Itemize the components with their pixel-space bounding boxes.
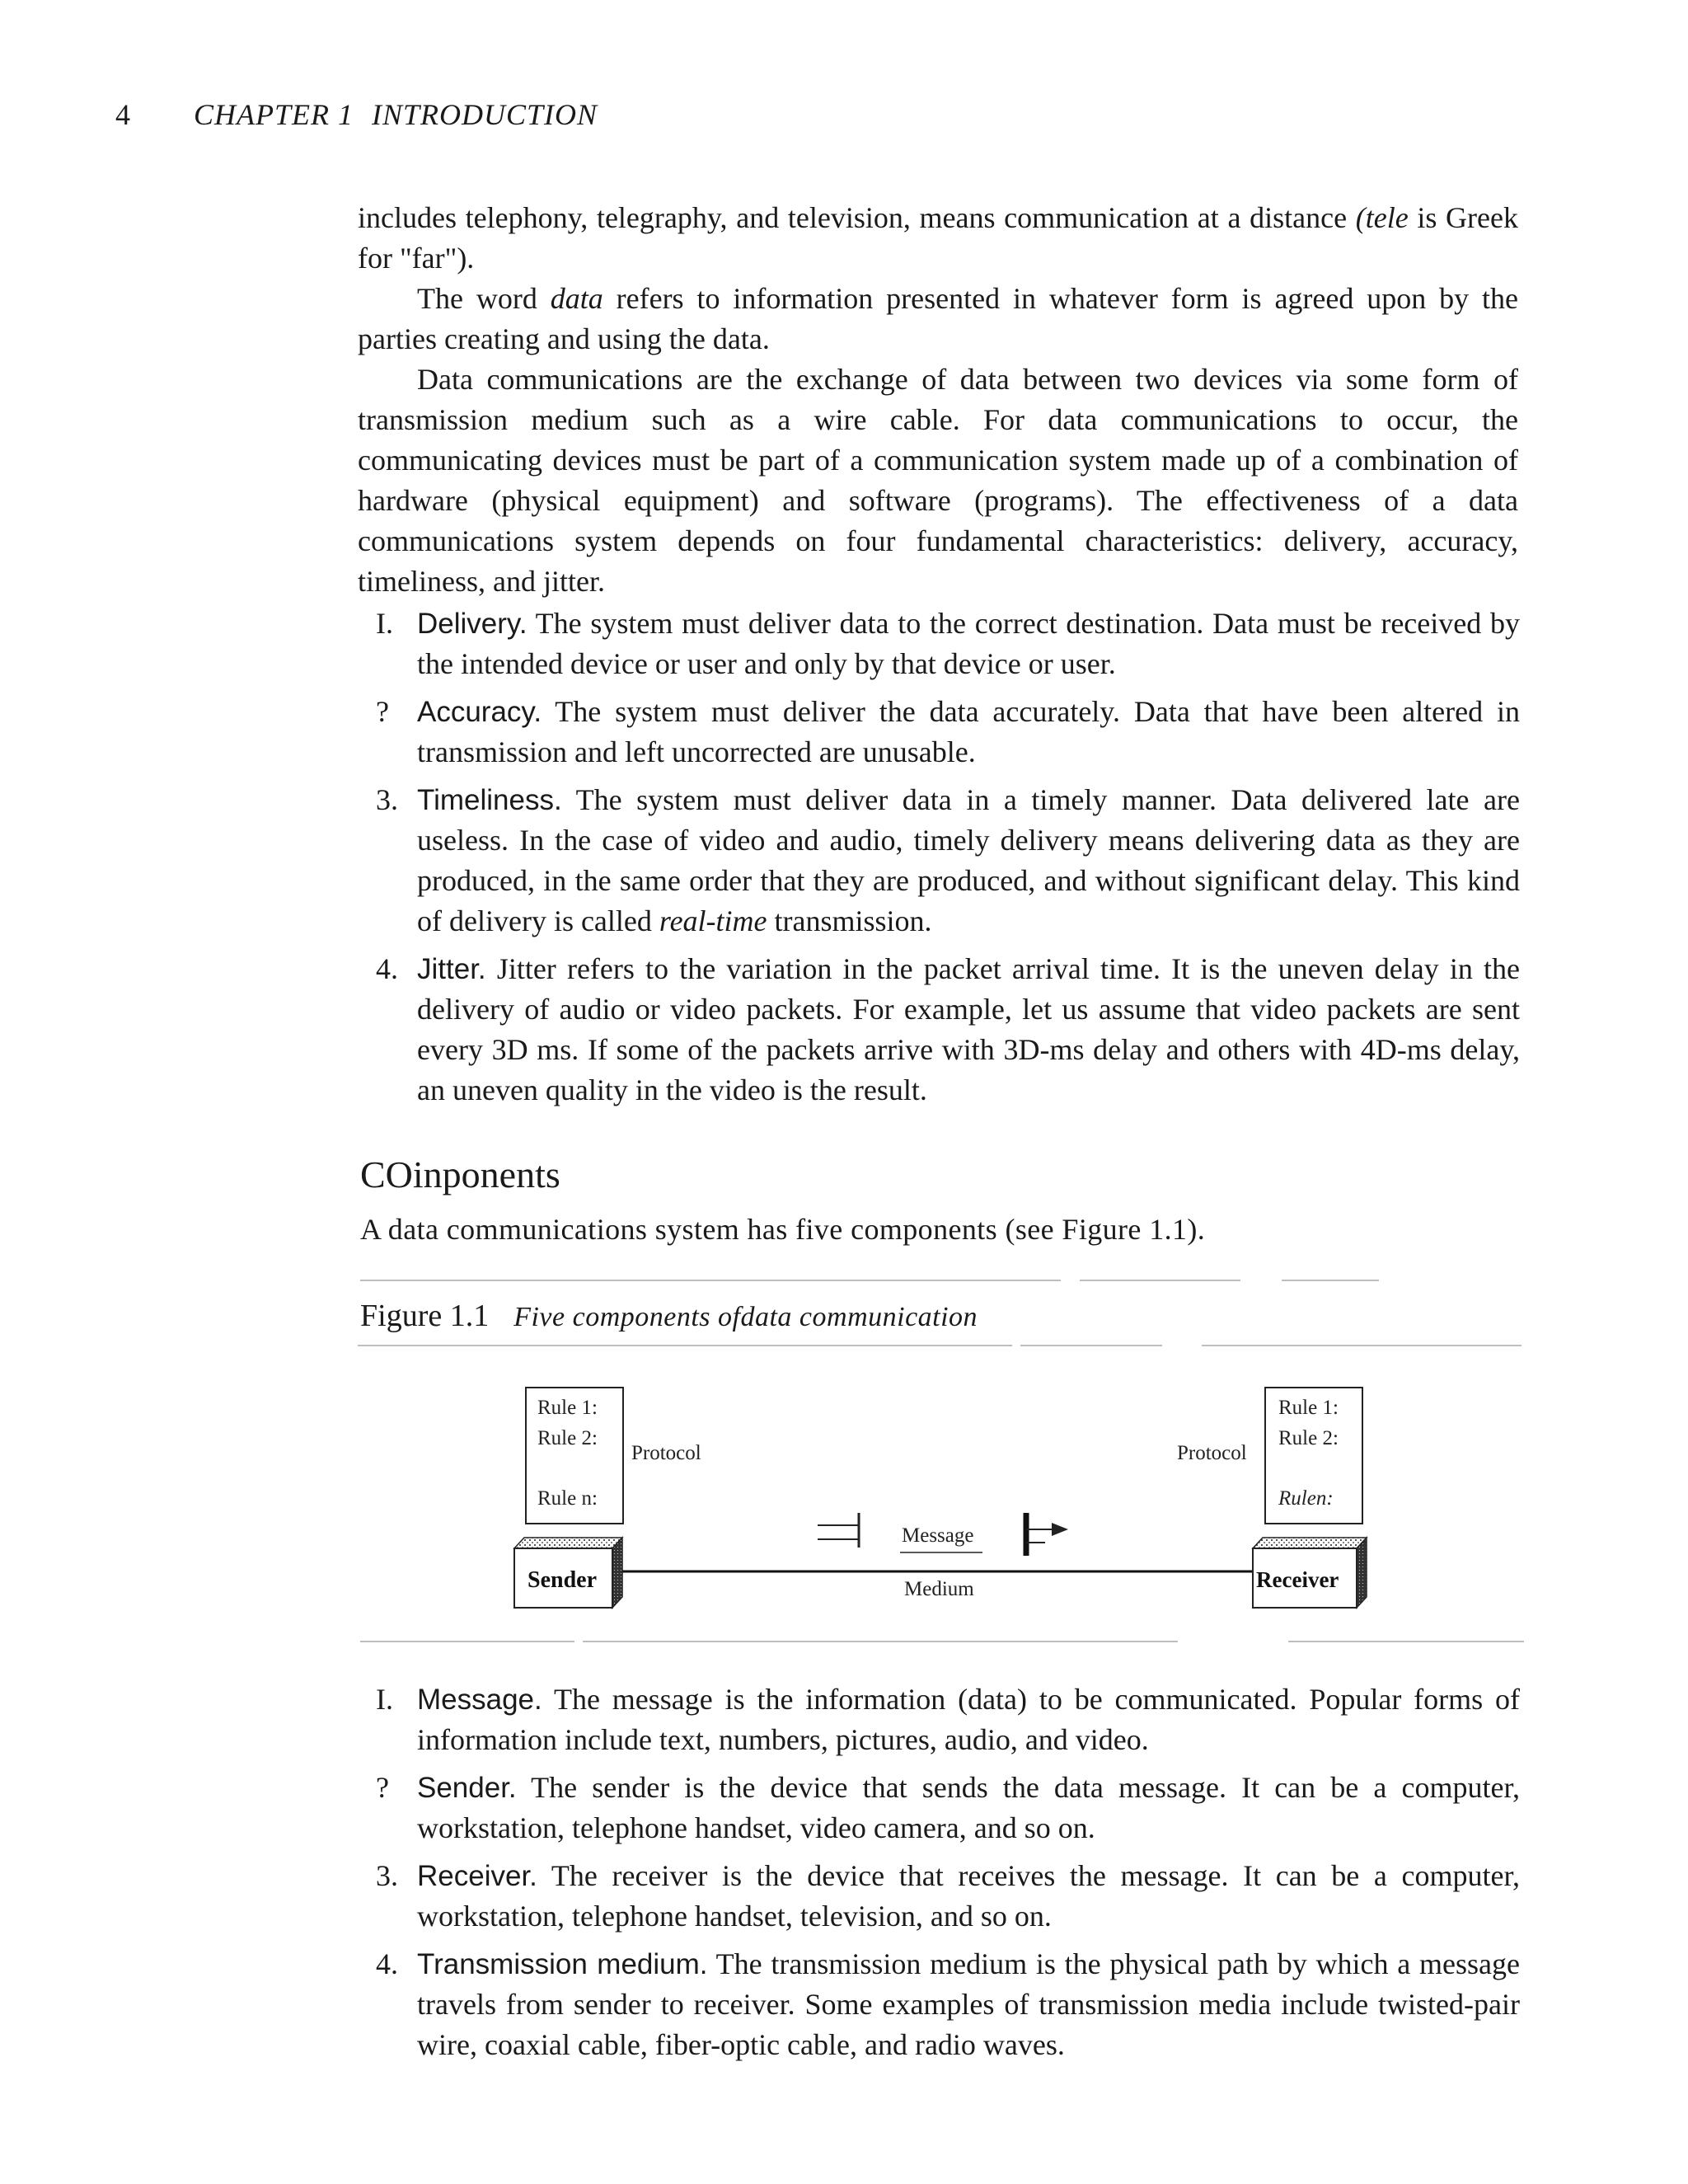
message-label: Message — [902, 1524, 974, 1547]
characteristics-list — [358, 604, 1520, 1118]
receiver-protocol-rules — [1265, 1388, 1362, 1524]
figure-rule — [1020, 1345, 1162, 1346]
sender-label: Sender — [528, 1567, 597, 1593]
protocol-label-left: Protocol — [631, 1442, 701, 1464]
figure-rule — [1202, 1345, 1522, 1346]
sender-protocol-rules — [526, 1388, 623, 1524]
medium-label: Medium — [904, 1578, 974, 1600]
list-item: 3. Timeliness. The system must deliver data in a timely manner. Data delivered late are useless. In the case of video and audio, timely delivery means delivering data as they are produced, in the same order that they are produced, and without significant delay. This kind of delivery is called real-time transmission. — [376, 783, 1520, 937]
list-item: 4. Jitter. Jitter refers to the variation in the packet arrival time. It is the uneven delay in the delivery of audio or video packets. For example, let us assume that video packets are sent every 3D ms. If some of the packets arrive with 3D-ms delay and others with 4D-ms delay, an uneven quality in the video is the result. — [376, 952, 1521, 1106]
figure-diagram — [495, 1381, 1401, 1628]
figure-caption — [360, 1298, 978, 1334]
intro-paragraph-3: Data communications are the exchange of data between two devices via some form of transmission medium such as a wire cable. For data communications to occur, the communicating devices must be part of a communication system made up of a combination of hardware (physical equipment) and software (programs). The effectiveness of a data communications system depends on four fundamental characteristics: delivery, accuracy, timeliness, and jitter. — [358, 363, 1518, 598]
chapter-label: CHAPTER 1 — [194, 98, 354, 131]
protocol-label-right: Protocol — [1177, 1442, 1247, 1464]
sender-rule-n: Rule n: — [537, 1487, 598, 1510]
list-item: ? Accuracy. The system must deliver the data accurately. Data that have been altered in transmission and left uncorrected are unusable. — [376, 695, 1520, 768]
figure-rule — [358, 1345, 1012, 1346]
sender-rule-1: Rule 1: — [537, 1397, 598, 1419]
figure-rule — [1288, 1641, 1524, 1642]
receiver-rule-1: Rule 1: — [1278, 1397, 1339, 1419]
sender-device-icon — [514, 1538, 622, 1608]
running-head — [115, 97, 598, 132]
figure-rule — [1080, 1280, 1240, 1281]
figure-label: Figure 1.1 — [360, 1299, 490, 1333]
receiver-rule-n: Rulen: — [1278, 1487, 1334, 1510]
receiver-label: Receiver — [1256, 1567, 1339, 1592]
section-intro: A data communications system has five components (see Figure 1.1). — [360, 1213, 1206, 1246]
list-item: ? Sender. The sender is the device that sends the data message. It can be a computer, workstation, telephone handset, video camera, and so on. — [376, 1771, 1520, 1844]
sender-rule-2: Rule 2: — [537, 1427, 598, 1449]
list-item: I. Message. The message is the information (data) to be communicated. Popular forms of information include text, numbers, pictures, audio, and video. — [376, 1683, 1520, 1756]
figure-rule — [583, 1641, 1178, 1642]
intro-paragraph-2: The word data refers to information presented in whatever form is agreed upon by the parties creating and using the data. — [358, 282, 1518, 355]
page-number: 4 — [115, 98, 130, 131]
figure-rule — [360, 1641, 574, 1642]
figure-rule — [360, 1280, 1061, 1281]
intro-paragraph-1: includes telephony, telegraphy, and television, means communication at a distance (tele is Greek for "far"). — [358, 201, 1518, 275]
figure-caption-text: Five components ofdata communication — [513, 1302, 978, 1332]
list-item: 4. Transmission medium. The transmission medium is the physical path by which a message travels from sender to receiver. Some examples of transmission media include twisted-pair wire, coaxial cable, fiber-optic cable, and radio waves. — [376, 1947, 1520, 2061]
list-item: 3. Receiver. The receiver is the device that receives the message. It can be a computer, workstation, telephone handset, television, and so on. — [376, 1859, 1520, 1933]
chapter-title: INTRODUCTION — [372, 98, 598, 131]
components-list — [358, 1679, 1520, 2073]
section-heading: COinponents — [360, 1153, 560, 1195]
list-item: I. Delivery. The system must deliver data to the correct destination. Data must be received by the intended device or user and only by that device or user. — [376, 607, 1520, 680]
receiver-rule-2: Rule 2: — [1278, 1427, 1339, 1449]
figure-rule — [1282, 1280, 1379, 1281]
intro-text — [358, 198, 1518, 602]
receiver-device-icon — [1253, 1538, 1367, 1608]
